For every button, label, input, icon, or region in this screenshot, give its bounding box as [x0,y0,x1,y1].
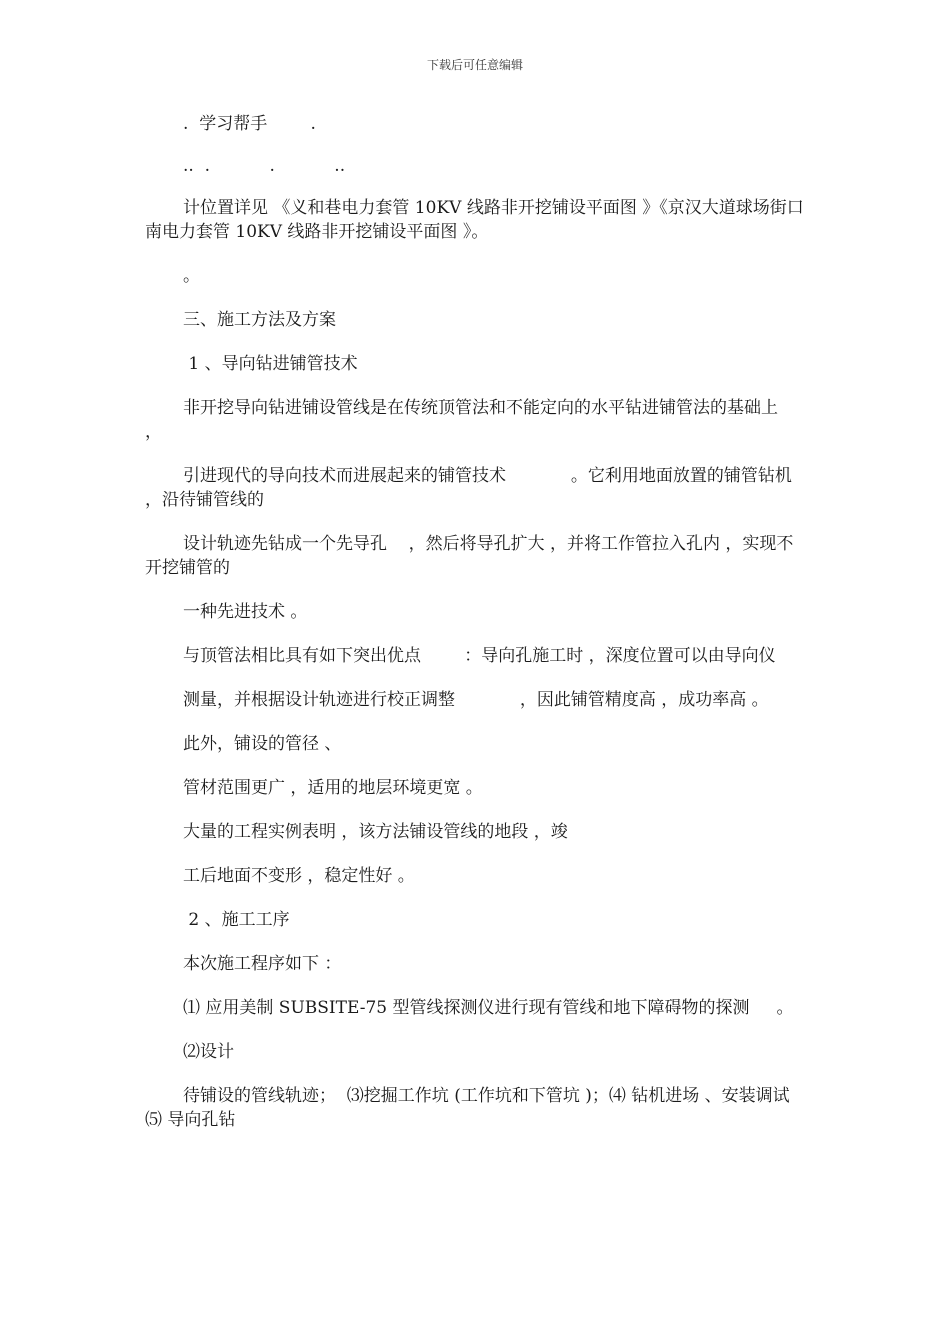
paragraph-procedure-intro: 本次施工程序如下 ： [183,954,342,974]
paragraph-pipe-diameter: 此外，铺设的管径 、 [183,734,342,754]
paragraph-advanced-tech: 一种先进技术 。 [183,602,308,622]
list-item-detection: ⑴ 应用美制 SUBSITE-75 型管线探测仪进行现有管线和地下障碍物的探测 。 [183,998,794,1018]
paragraph-case-studies: 大量的工程实例表明 ，该方法铺设管线的地段 ，竣 [183,822,568,842]
paragraph-pipe-range: 管材范围更广 ，适用的地层环境更宽 。 [183,778,483,798]
paragraph-stability: 工后地面不变形 ，稳定性好 。 [183,866,415,886]
paragraph-drilling-tech: 引进现代的导向技术而进展起来的铺管技术 。它利用地面放置的铺管钻机 ，沿待铺管线的 [145,466,846,510]
subsection-heading-procedure: 2 、施工工序 [183,910,290,930]
paragraph-dots: .. . . .. [183,156,346,176]
paragraph-helper-title: . 学习帮手 . [183,114,316,134]
paragraph-location: 计位置详见 《义和巷电力套管 10KV 线路非开挖铺设平面图 》《京汉大道球场街口南电力套管 10KV 线路非开挖铺设平面图 》。 [145,198,804,242]
subsection-heading-drilling: 1 、导向钻进铺管技术 [183,354,358,374]
paragraph-drilling-intro: 非开挖导向钻进铺设管线是在传统顶管法和不能定向的水平钻进铺管法的基础上 ， [145,398,843,442]
paragraph-procedure-steps: 待铺设的管线轨迹； ⑶挖掘工作坑 (工作坑和下管坑 )；⑷ 钻机进场 、安装调试 ⑸ 导向孔钻 [145,1086,855,1130]
page-header: 下载后可任意编辑 [426,58,523,72]
section-heading-methods: 三、施工方法及方案 [183,310,336,330]
paragraph-advantages: 与顶管法相比具有如下突出优点 ：导向孔施工时 ，深度位置可以由导向仪 [183,646,776,666]
paragraph-pilot-hole: 设计轨迹先钻成一个先导孔 ，然后将导孔扩大 ，并将工作管拉入孔内 ，实现不开挖铺管的 [145,534,794,578]
document-body [145,112,855,1152]
list-item-design: ⑵设计 [183,1042,234,1062]
paragraph-period: 。 [183,266,200,286]
paragraph-measurement: 测量，并根据设计轨迹进行校正调整 ，因此铺管精度高 ，成功率高 。 [183,690,769,710]
